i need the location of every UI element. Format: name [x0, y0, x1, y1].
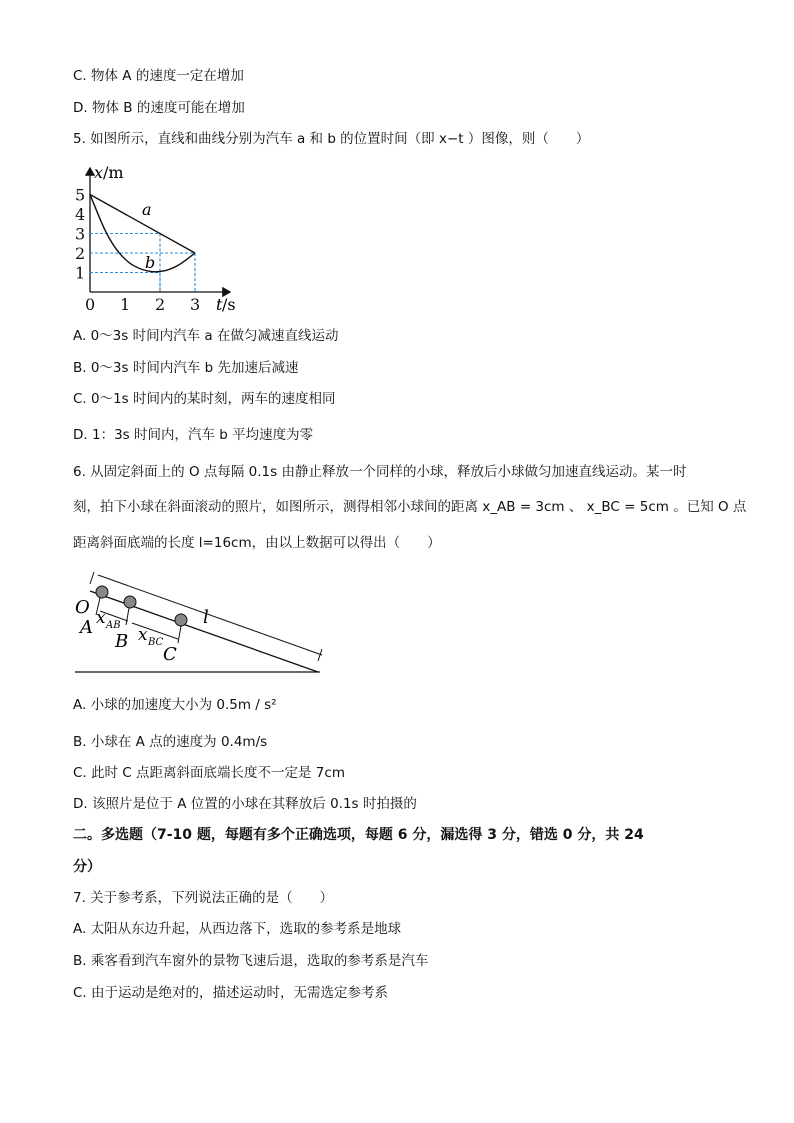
q6-stem-line1: 6. 从固定斜面上的 O 点每隔 0.1s 由静止释放一个同样的小球，释放后小球做匀加速直线运动。某一时: [73, 464, 687, 480]
label-c: C: [163, 644, 177, 665]
q5-stem: 5. 如图所示，直线和曲线分别为汽车 a 和 b 的位置时间（即 x−t ）图像，则（ ）: [73, 131, 590, 147]
prev-option-c: C. 物体 A 的速度一定在增加: [73, 68, 244, 84]
q6-option-a: A. 小球的加速度大小为 0.5m / s²: [73, 697, 277, 713]
label-xbc: x: [138, 625, 148, 645]
x-tick-label: 0: [85, 295, 96, 314]
length-l-line: [98, 575, 322, 655]
section2-title-line2: 分）: [73, 859, 101, 875]
q6-option-d: D. 该照片是位于 A 位置的小球在其释放后 0.1s 时拍摄的: [73, 796, 417, 812]
y-tick-label: 2: [75, 244, 86, 263]
ball-a: [96, 586, 108, 598]
guide-line-2: [90, 273, 160, 293]
x-tick-label: 1: [120, 295, 131, 314]
label-xbc-sub: BC: [148, 637, 164, 648]
q5-option-c: C. 0～1s 时间内的某时刻，两车的速度相同: [73, 391, 336, 407]
prev-option-d: D. 物体 B 的速度可能在增加: [73, 100, 245, 116]
q6-stem-line3: 距离斜面底端的长度 l=16cm，由以上数据可以得出（ ）: [73, 535, 441, 551]
y-tick-label: 4: [75, 205, 86, 224]
q6-stem-line2: 刻，拍下小球在斜面滚动的照片，如图所示，测得相邻小球间的距离 x_AB = 3cm 、 x_BC = 5cm 。已知 O 点: [73, 499, 747, 515]
y-tick-label: 5: [75, 185, 86, 205]
q7-stem: 7. 关于参考系，下列说法正确的是（ ）: [73, 890, 334, 906]
q5-xt-graph: [70, 160, 250, 318]
q7-option-b: B. 乘客看到汽车窗外的景物飞速后退，选取的参考系是汽车: [73, 953, 429, 969]
q7-option-a: A. 太阳从东边升起，从西边落下，选取的参考系是地球: [73, 921, 402, 937]
section2-title-line1: 二。多选题（7-10 题，每题有多个正确选项，每题 6 分，漏选得 3 分，错选 0 分，共 24: [73, 827, 644, 843]
y-tick-label: 1: [75, 263, 86, 283]
x-tick-label: 2: [155, 295, 166, 314]
q6-option-c: C. 此时 C 点距离斜面底端长度不一定是 7cm: [73, 765, 345, 781]
ball-c-pointer: [178, 626, 181, 643]
q7-option-c: C. 由于运动是绝对的，描述运动时，无需选定参考系: [73, 985, 389, 1001]
label-b: B: [115, 631, 129, 652]
q5-option-d: D. 1：3s 时间内，汽车 b 平均速度为零: [73, 427, 314, 443]
x-tick-label: 3: [190, 295, 201, 314]
q5-option-a: A. 0～3s 时间内汽车 a 在做匀减速直线运动: [73, 328, 339, 344]
ball-b-pointer: [126, 608, 129, 625]
curve-a-label: a: [142, 200, 152, 219]
label-l: l: [203, 607, 209, 628]
label-o: O: [75, 597, 90, 618]
x-axis-label-unit: /s: [222, 295, 236, 314]
q6-option-b: B. 小球在 A 点的速度为 0.4m/s: [73, 734, 268, 750]
y-axis-label-unit: /m: [103, 163, 124, 182]
y-axis-label-x: x: [94, 163, 104, 182]
q6-incline-figure: [70, 565, 330, 680]
label-a: A: [80, 617, 93, 638]
label-xab: x: [96, 608, 106, 628]
label-xab-sub: AB: [106, 620, 121, 631]
ball-b: [124, 596, 136, 608]
x-axis-label-t: t: [216, 295, 223, 314]
ball-c: [175, 614, 187, 626]
length-l-tick-top: [90, 572, 94, 584]
q5-option-b: B. 0～3s 时间内汽车 b 先加速后减速: [73, 360, 299, 376]
curve-b-label: b: [145, 253, 156, 272]
y-tick-label: 3: [75, 224, 86, 244]
